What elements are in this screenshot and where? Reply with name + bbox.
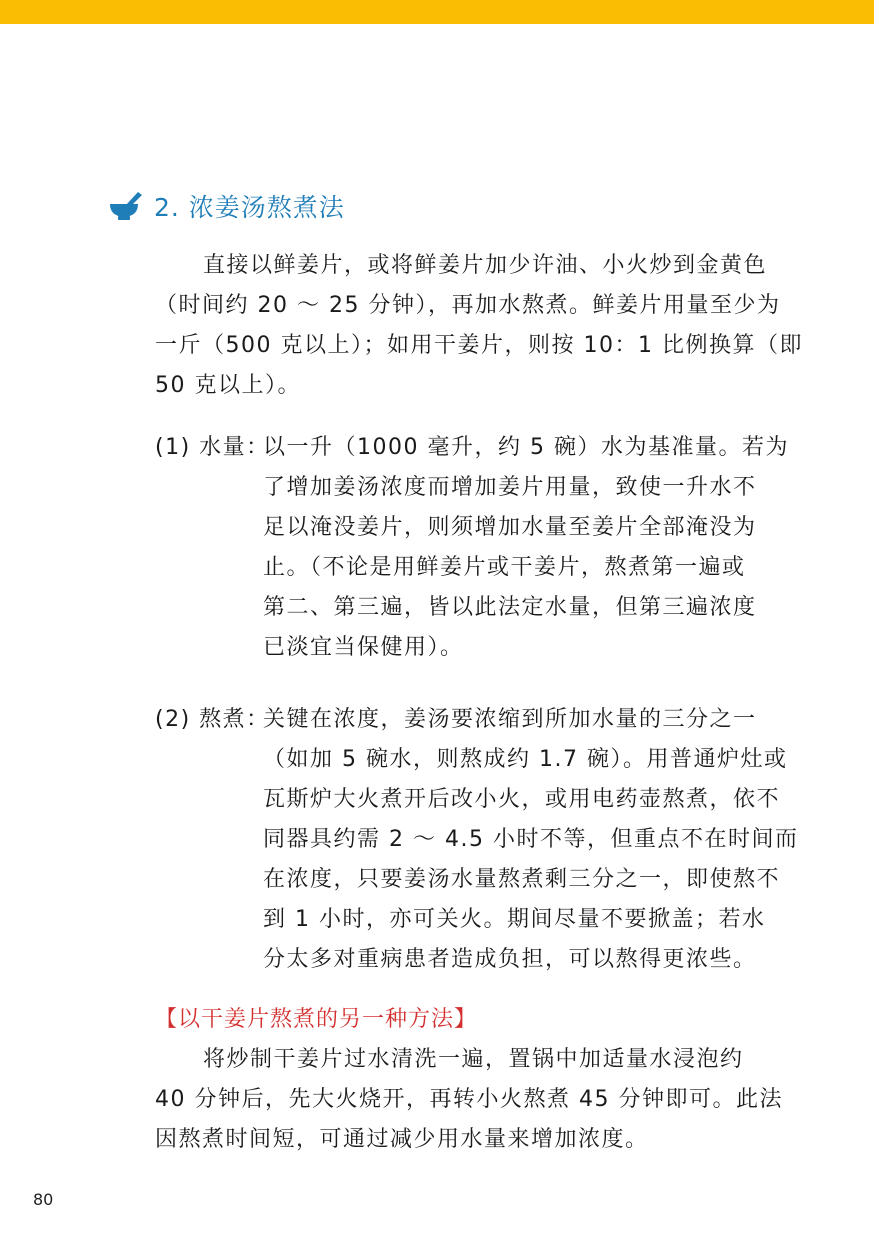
header-bar [0,0,874,24]
text-line: 到 1 小时，亦可关火。期间尽量不要掀盖；若水 [263,907,766,932]
text-line: 一斤（500 克以上）；如用干姜片，则按 10：1 比例换算（即 [155,333,803,358]
text-line: 分太多对重病患者造成负担，可以熬得更浓些。 [263,947,757,972]
text-line: 在浓度，只要姜汤水量熬煮剩三分之一，即使熬不 [263,867,781,892]
section-title: 2. 浓姜汤熬煮法 [154,193,345,222]
text-line: 40 分钟后，先大火烧开，再转小火熬煮 45 分钟即可。此法 [155,1087,783,1112]
section-heading [108,188,345,224]
alt-method-title: 【以干姜片熬煮的另一种方法】 [155,1007,478,1032]
text-line: 以一升（1000 毫升，约 5 碗）水为基准量。若为 [263,435,789,460]
text-line: 将炒制干姜片过水清洗一遍，置锅中加适量水浸泡约 [203,1047,744,1072]
text-line: 足以淹没姜片，则须增加水量至姜片全部淹没为 [263,515,757,540]
text-line: 50 克以上）。 [155,373,301,398]
text-line: （如加 5 碗水，则熬成约 1.7 碗）。用普通炉灶或 [263,747,788,772]
text-line: 因熬煮时间短，可通过减少用水量来增加浓度。 [155,1127,649,1152]
intro-paragraph [155,246,803,406]
text-line: 止。（不论是用鲜姜片或干姜片，熬煮第一遍或 [263,555,746,580]
text-line: 同器具约需 2 ～ 4.5 小时不等，但重点不在时间而 [263,827,799,852]
page-number: 80 [33,1190,54,1209]
text-line: （时间约 20 ～ 25 分钟），再加水熬煮。鲜姜片用量至少为 [155,293,781,318]
text-line: 关键在浓度，姜汤要浓缩到所加水量的三分之一 [263,707,757,732]
alt-method-paragraph [155,1040,785,1160]
item-water-amount [155,428,795,668]
mortar-pestle-icon [108,190,148,222]
item-label: (2) 熬煮： [155,707,270,732]
text-line: 了增加姜汤浓度而增加姜片用量，致使一升水不 [263,475,757,500]
text-line: 直接以鲜姜片，或将鲜姜片加少许油、小火炒到金黄色 [203,253,768,278]
text-line: 瓦斯炉大火煮开后改小火，或用电药壶熬煮，依不 [263,787,781,812]
text-line: 已淡宜当保健用）。 [263,635,464,660]
item-boiling [155,700,799,980]
text-line: 第二、第三遍，皆以此法定水量，但第三遍浓度 [263,595,757,620]
item-label: (1) 水量： [155,435,270,460]
